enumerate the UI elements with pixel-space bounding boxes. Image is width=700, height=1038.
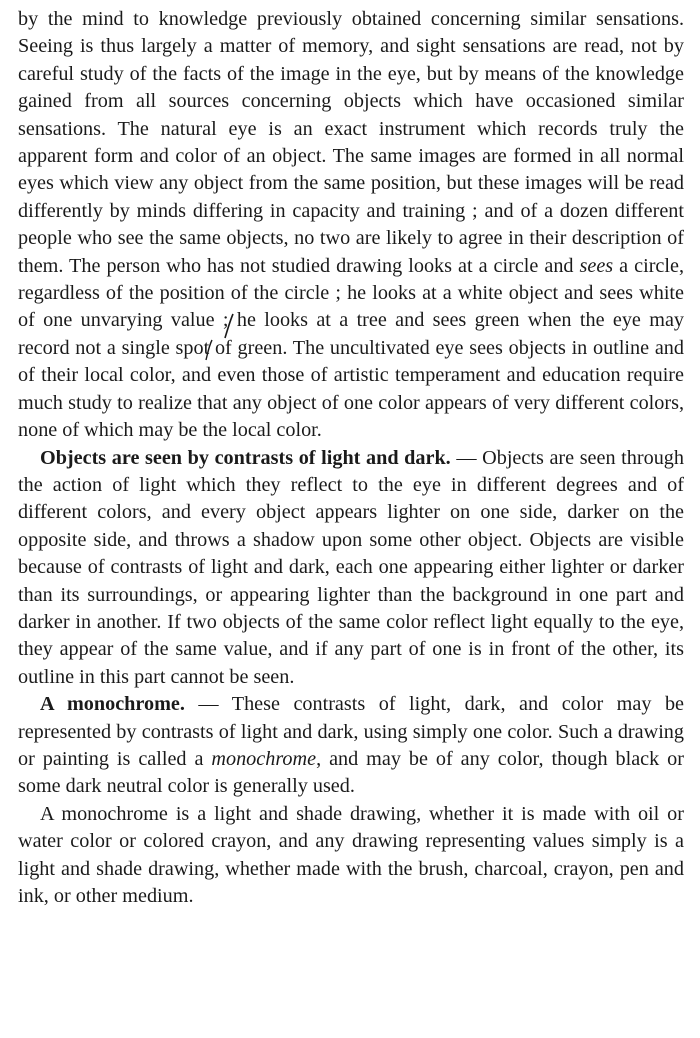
paragraph-3-text-b: , and may be of any color, though black or some dark neutral color is generally used. bbox=[18, 747, 684, 798]
paragraph-3-italic-monochrome: monochrome bbox=[211, 747, 317, 770]
paragraph-1-text-a: by the mind to knowledge previously obtained concerning similar sensations. Seeing is thus largely a matter of memory, and sight sensations are read, not by careful study of the facts of the image in the eye, but by means of the knowledge gained from all sources concerning objects which have occasioned similar sensations. The natural eye is an exact instrument which records truly the apparent form and color of an object. The same images are formed in all normal eyes which view any object from the same position, but these images will be read differently by minds differing in capacity and training ; and of a dozen different people who see the same objects, no two are likely to agree in their description of them. The person who has not studied drawing looks at a circle and bbox=[18, 8, 684, 277]
paragraph-2 bbox=[18, 445, 684, 692]
paragraph-4-text: A monochrome is a light and shade drawing, whether it is made with oil or water color or colored crayon, and any drawing representing values simply is a light and shade drawing, whether made with the brush, charcoal, crayon, pen and ink, or other medium. bbox=[18, 802, 684, 907]
paragraph-3 bbox=[18, 691, 684, 801]
section-heading-monochrome: A monochrome. bbox=[40, 693, 185, 716]
paragraph-1-text-b: a circle, regardless of the position of the circle ; he looks at a white object and sees white of one unvarying value ; he looks at a tree and sees green when the eye may record not a single spot of green. The uncultivated eye sees objects in outline and of their local color, and even those of artistic temperament and education require much study to realize that any object of one color appears of very different colors, none of which may be the local color. bbox=[18, 254, 685, 442]
document-page bbox=[18, 6, 684, 910]
paragraph-1 bbox=[18, 6, 684, 445]
paragraph-3-text-a: — These contrasts of light, dark, and color may be represented by contrasts of light and dark, using simply one color. Such a drawing or painting is called a bbox=[18, 693, 684, 770]
paragraph-4 bbox=[18, 801, 684, 911]
paragraph-2-text: — Objects are seen through the action of light which they reflect to the eye in different degrees and of different colors, and every object appears lighter on one side, darker on the opposite side, and throws a shadow upon some other object. Objects are visible because of contrasts of light and dark, each one appearing either lighter or darker than its surroundings, or appearing lighter than the background in one part and darker in another. If two objects of the same color reflect light equally to the eye, they appear of the same value, and if any part of one is in front of the other, its outline in this part cannot be seen. bbox=[18, 446, 684, 688]
paragraph-1-italic-sees: sees bbox=[579, 254, 614, 277]
section-heading-contrasts: Objects are seen by contrasts of light and dark. bbox=[40, 446, 451, 469]
